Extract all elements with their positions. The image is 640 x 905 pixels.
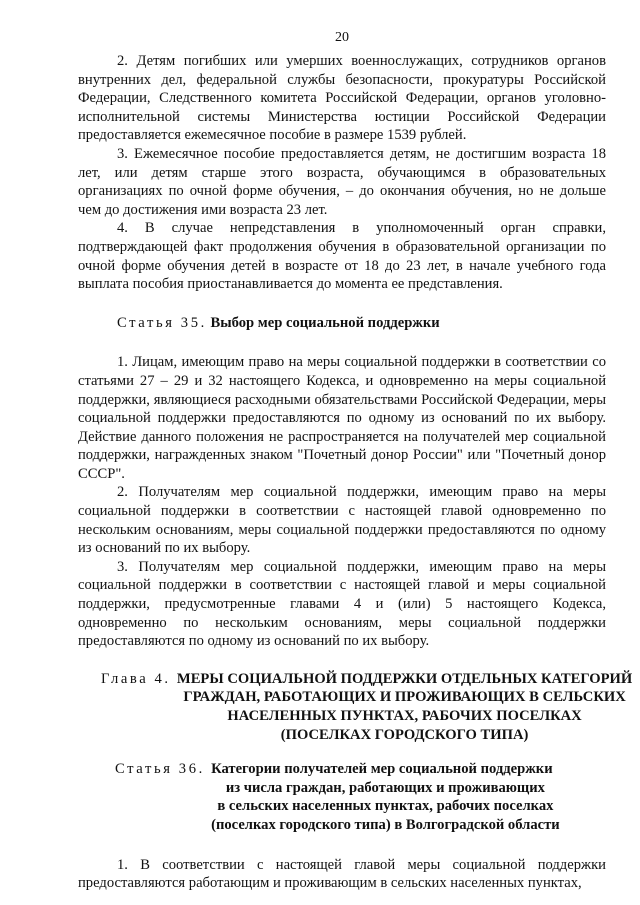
- paragraph-article35-item2: 2. Получателям мер социальной поддержки, имеющим право на меры социальной поддержки в соответствии с настоящей главой одновременно по нескольким основаниям, меры социальной поддержки предоставляются по одному из оснований по их выбору.: [78, 484, 606, 557]
- spacer: [78, 294, 606, 314]
- article-36-label: Статья 36.: [115, 761, 212, 778]
- spacer: [78, 651, 606, 670]
- page-number: 20: [335, 30, 349, 45]
- spacer: [78, 835, 606, 856]
- chapter-4-title-line: МЕРЫ СОЦИАЛЬНОЙ ПОДДЕРЖКИ ОТДЕЛЬНЫХ КАТЕГОРИЙ: [176, 670, 633, 687]
- paragraph-article36-item1: 1. В соответствии с настоящей главой меры социальной поддержки предоставляются работающим и проживающим в сельских населенных пунктах,: [78, 856, 606, 892]
- article-36-title-line: Категории получателей мер социальной поддержки: [211, 761, 553, 778]
- chapter-4-title-line: НАСЕЛЕННЫХ ПУНКТАХ, РАБОЧИХ ПОСЕЛКАХ: [227, 708, 582, 724]
- paragraph-article34-item2: 2. Детям погибших или умерших военнослужащих, сотрудников органов внутренних дел, федеральной службы безопасности, прокуратуры Российской Федерации, Следственного комитета Российской Федерации, органов уголовно-исполнительной системы Министерства юстиции Российской Федерации предоставляется ежемесячное пособие в размере 1539 рублей.: [78, 53, 606, 144]
- article-35-heading: [78, 314, 606, 333]
- chapter-4-title-line: (ПОСЕЛКАХ ГОРОДСКОГО ТИПА): [280, 726, 529, 743]
- article-36-title: [211, 760, 560, 834]
- chapter-4-title: [177, 670, 632, 744]
- paragraph-article35-item3: 3. Получателям мер социальной поддержки, имеющим право на меры социальной поддержки в соответствии с настоящей главой и меры социальной поддержки, предусмотренные главами 4 и (или) 5 настоящего Кодекса, одновременно по нескольким основаниям, меры социальной поддержки предоставляются по одному из оснований по их выбору.: [78, 558, 606, 650]
- paragraph-article34-item3: 3. Ежемесячное пособие предоставляется детям, не достигшим возраста 18 лет, или детям старше этого возраста, обучающимся в образовательных организациях по очной форме обучения, – до окончания обучения, но не дольше чем до достижения ими возраста 23 лет.: [78, 145, 606, 218]
- paragraph-article35-item1: 1. Лицам, имеющим право на меры социальной поддержки в соответствии со статьями 27 – 29 и 32 настоящего Кодекса, и одновременно на меры социальной поддержки, являющиеся расходными обязательствами Российской Федерации, меры социальной поддержки предоставляются по одному из оснований по их выбору. Действие данного положения не распространяется на получателей мер социальной поддержки, награжденных знаком "Почетный донор России" или "Почетный донор СССР".: [78, 354, 606, 482]
- chapter-4-label: Глава 4.: [101, 670, 177, 687]
- article-36-title-line: из числа граждан, работающих и проживающих: [225, 779, 545, 796]
- chapter-4-title-line: ГРАЖДАН, РАБОТАЮЩИХ И ПРОЖИВАЮЩИХ В СЕЛЬСКИХ: [183, 689, 626, 706]
- document-body: [78, 52, 633, 893]
- article-35-title: Выбор мер социальной поддержки: [210, 314, 440, 331]
- article-36-heading: [78, 760, 606, 834]
- paragraph-article34-item4: 4. В случае непредставления в уполномоченный орган справки, подтверждающей факт продолжения обучения в образовательной организации по очной форме обучения детей в возрасте от 18 до 23 лет, в начале учебного года выплата пособия приостанавливается до момента ее представления.: [78, 220, 606, 293]
- article-36-title-line: в сельских населенных пунктах, рабочих поселках: [217, 798, 554, 815]
- article-35-label: Статья 35.: [117, 314, 207, 331]
- spacer: [78, 332, 606, 353]
- article-36-title-line: (поселках городского типа) в Волгоградской области: [211, 816, 560, 833]
- spacer: [78, 744, 606, 760]
- chapter-4-heading: [78, 670, 633, 744]
